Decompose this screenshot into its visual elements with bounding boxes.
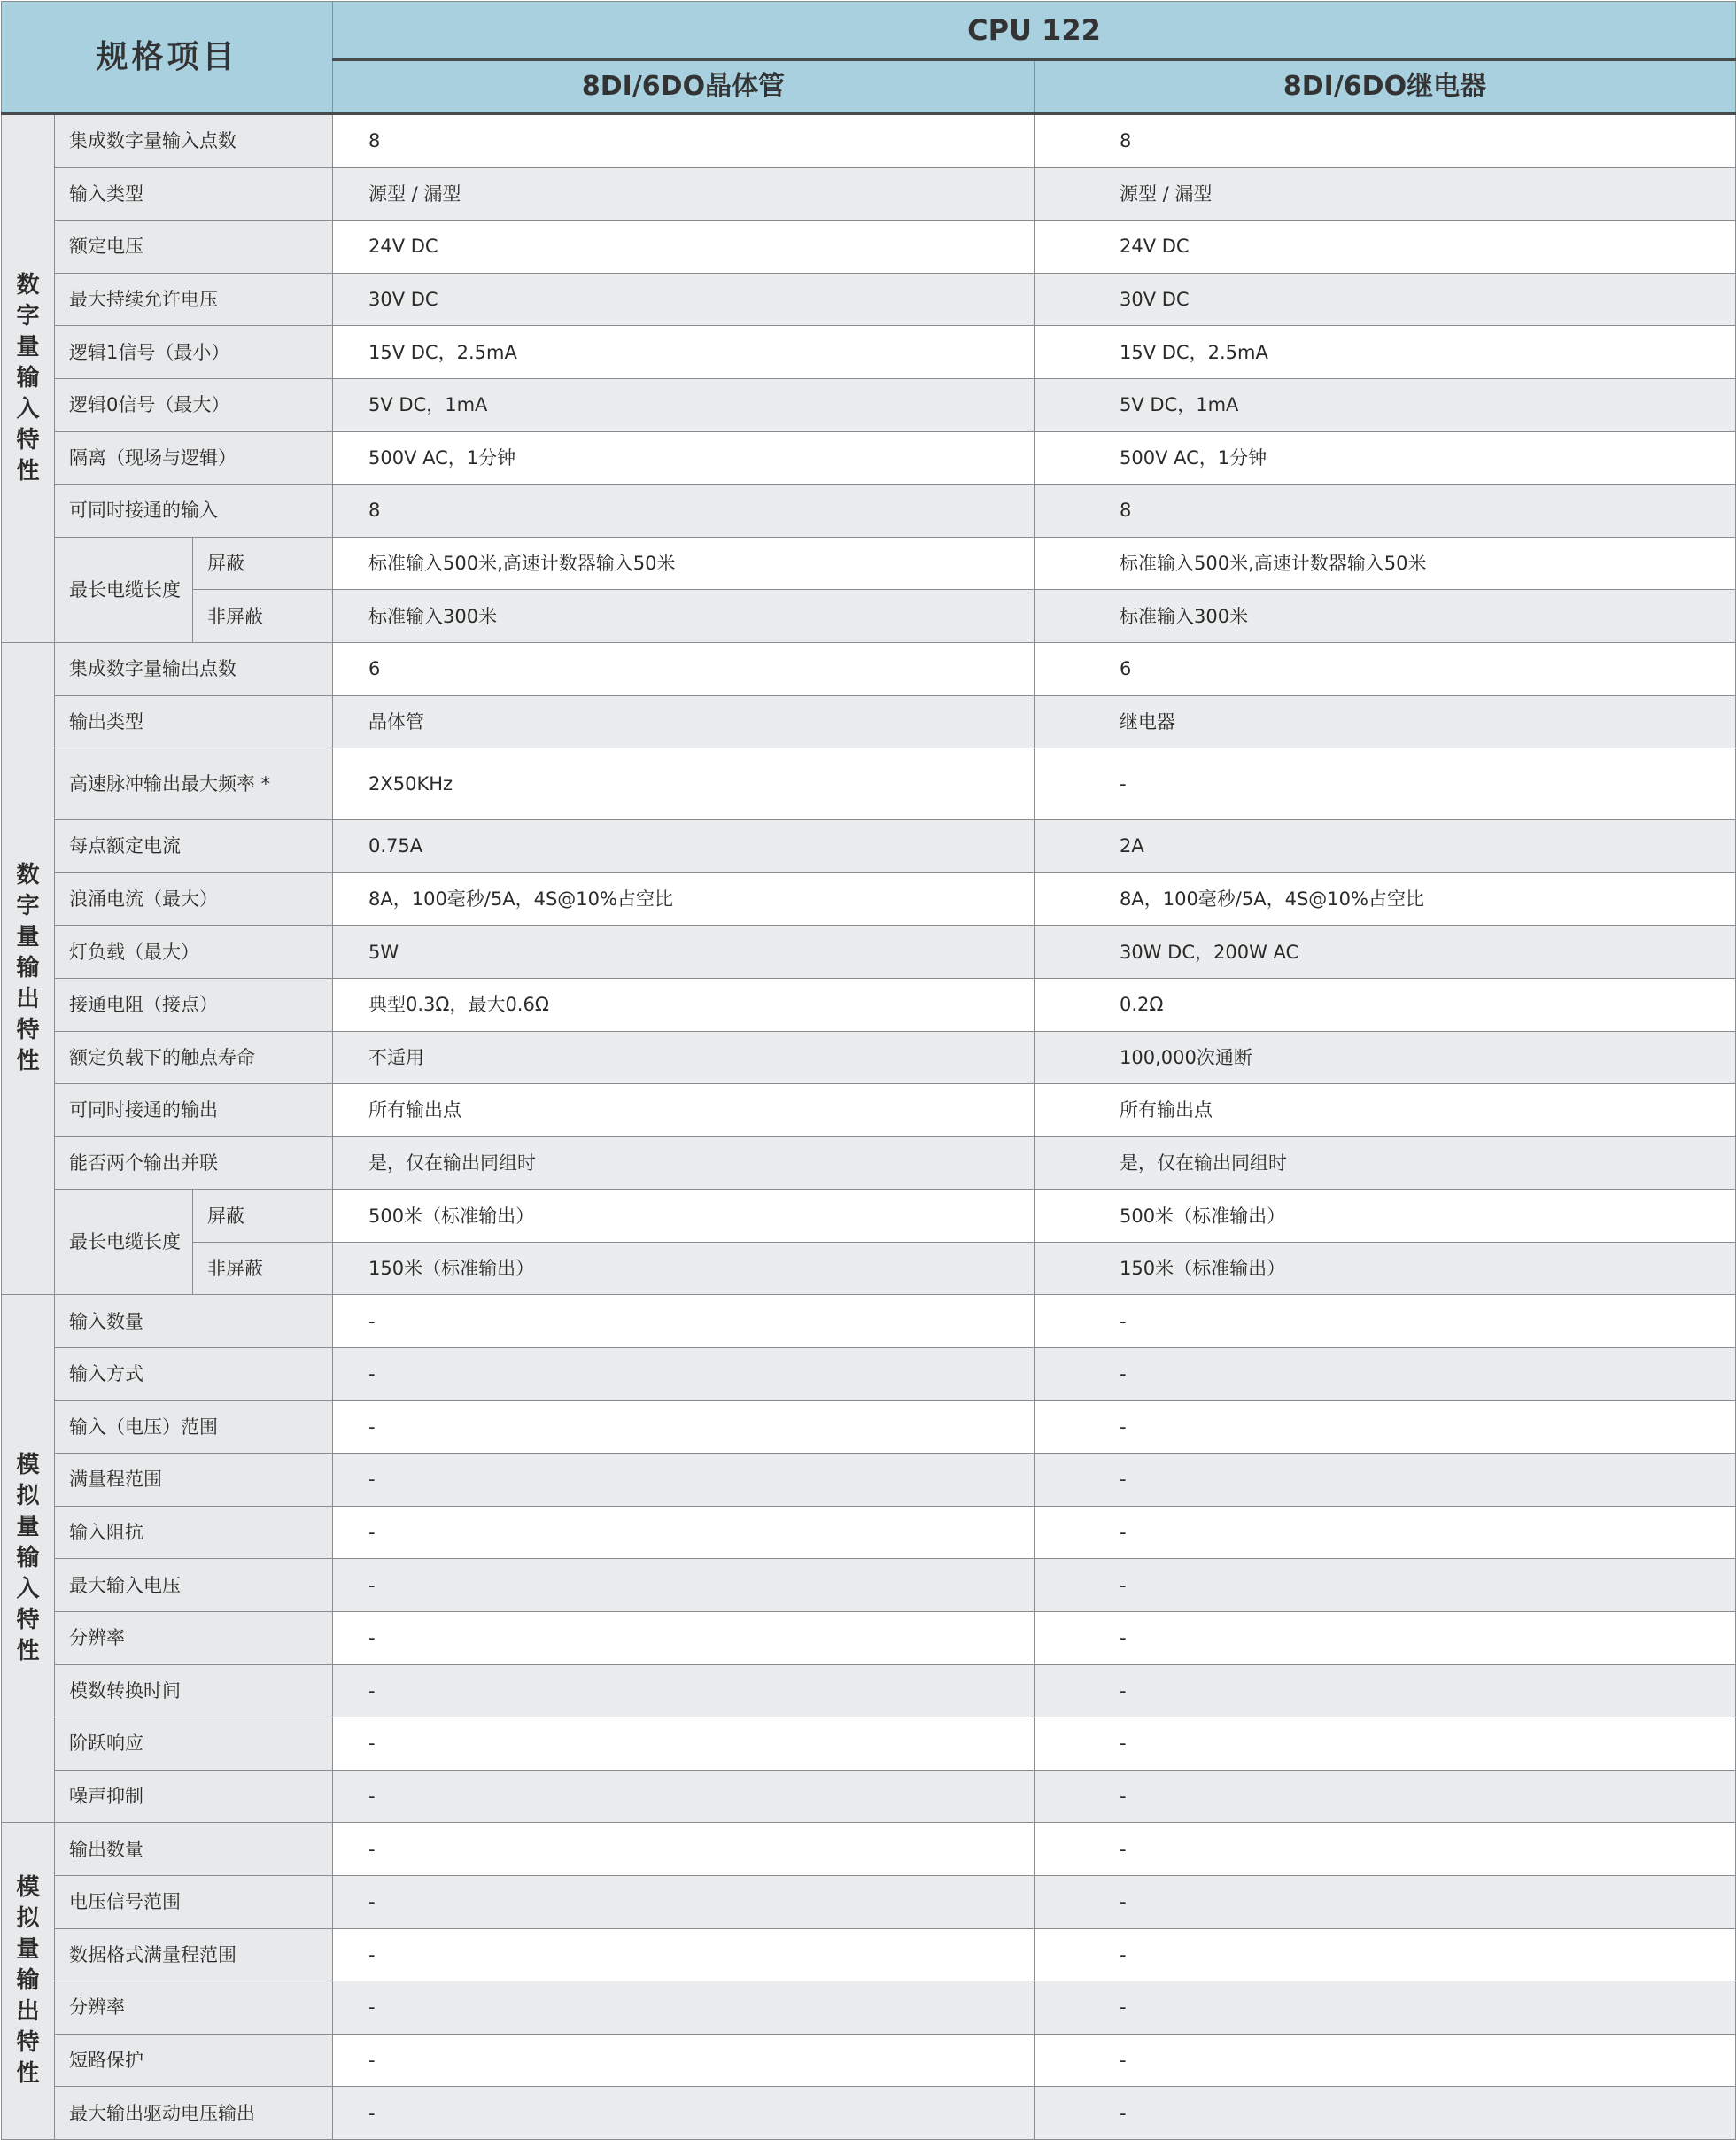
value-relay: 标准输入500米,高速计数器输入50米 <box>1035 537 1736 590</box>
table-row <box>2 1136 1736 1190</box>
value-transistor: 30V DC <box>333 273 1035 326</box>
section-label-text: 数字量输出特性 <box>16 862 40 1075</box>
value-relay: 5V DC，1mA <box>1035 378 1736 431</box>
value-transistor: 标准输入300米 <box>333 590 1035 643</box>
value-relay: - <box>1035 1400 1736 1454</box>
value-transistor: 是，仅在输出同组时 <box>333 1136 1035 1190</box>
value-transistor: - <box>333 2087 1035 2140</box>
value-relay: 8 <box>1035 114 1736 168</box>
spec-name: 能否两个输出并联 <box>55 1136 333 1190</box>
spec-name: 可同时接通的输出 <box>55 1084 333 1137</box>
spec-name: 模数转换时间 <box>55 1664 333 1717</box>
value-relay: 150米（标准输出） <box>1035 1242 1736 1295</box>
value-transistor: 典型0.3Ω，最大0.6Ω <box>333 978 1035 1031</box>
spec-name: 输入类型 <box>55 167 333 221</box>
table-row <box>2 1295 1736 1348</box>
table-row <box>2 695 1736 748</box>
table-row <box>2 1454 1736 1507</box>
spec-name: 分辨率 <box>55 1981 333 2035</box>
value-relay: - <box>1035 1664 1736 1717</box>
value-transistor: 标准输入500米,高速计数器输入50米 <box>333 537 1035 590</box>
header-variant-transistor: 8DI/6DO晶体管 <box>333 60 1035 114</box>
value-relay: 15V DC，2.5mA <box>1035 326 1736 379</box>
spec-subname: 非屏蔽 <box>193 1242 333 1295</box>
spec-name: 输入方式 <box>55 1348 333 1401</box>
spec-name: 灯负载（最大） <box>55 926 333 979</box>
value-relay: 继电器 <box>1035 695 1736 748</box>
value-transistor: - <box>333 1400 1035 1454</box>
value-relay: - <box>1035 1823 1736 1876</box>
section-label <box>2 1295 55 1823</box>
table-row <box>2 221 1736 274</box>
section-label-text: 模拟量输出特性 <box>16 1874 40 2088</box>
value-transistor: 源型 / 漏型 <box>333 167 1035 221</box>
value-transistor: 8 <box>333 485 1035 538</box>
table-row <box>2 1981 1736 2035</box>
spec-name: 数据格式满量程范围 <box>55 1928 333 1981</box>
spec-name: 输入阻抗 <box>55 1506 333 1559</box>
spec-name: 最大输入电压 <box>55 1559 333 1612</box>
value-transistor: - <box>333 1664 1035 1717</box>
value-transistor: - <box>333 1612 1035 1665</box>
spec-name: 电压信号范围 <box>55 1876 333 1929</box>
value-transistor: 8 <box>333 114 1035 168</box>
header-row-1 <box>2 2 1736 60</box>
value-transistor: - <box>333 1717 1035 1771</box>
value-relay: - <box>1035 1348 1736 1401</box>
spec-subname: 非屏蔽 <box>193 590 333 643</box>
value-relay: - <box>1035 2034 1736 2087</box>
value-transistor: 0.75A <box>333 820 1035 873</box>
spec-table-body <box>2 2 1736 2140</box>
spec-table <box>1 1 1736 2140</box>
spec-name: 接通电阻（接点） <box>55 978 333 1031</box>
value-transistor: 所有输出点 <box>333 1084 1035 1137</box>
table-row <box>2 114 1736 168</box>
table-row <box>2 1717 1736 1771</box>
value-relay: 30W DC，200W AC <box>1035 926 1736 979</box>
value-transistor: 2X50KHz <box>333 748 1035 820</box>
value-relay: 30V DC <box>1035 273 1736 326</box>
table-row <box>2 378 1736 431</box>
value-transistor: 500V AC，1分钟 <box>333 431 1035 485</box>
table-row <box>2 1031 1736 1084</box>
spec-name: 噪声抑制 <box>55 1770 333 1823</box>
section-label-text: 数字量输入特性 <box>16 271 40 485</box>
spec-name: 最大输出驱动电压输出 <box>55 2087 333 2140</box>
value-relay: - <box>1035 1981 1736 2035</box>
table-row <box>2 326 1736 379</box>
value-transistor: - <box>333 1454 1035 1507</box>
value-transistor: 晶体管 <box>333 695 1035 748</box>
value-transistor: - <box>333 2034 1035 2087</box>
value-transistor: - <box>333 1770 1035 1823</box>
table-row <box>2 1559 1736 1612</box>
value-relay: - <box>1035 1770 1736 1823</box>
header-corner: 规格项目 <box>2 2 333 114</box>
value-relay: 标准输入300米 <box>1035 590 1736 643</box>
section-label <box>2 114 55 643</box>
spec-name: 可同时接通的输入 <box>55 485 333 538</box>
value-transistor: - <box>333 1981 1035 2035</box>
spec-name: 额定负载下的触点寿命 <box>55 1031 333 1084</box>
table-row <box>2 1928 1736 1981</box>
value-relay: 源型 / 漏型 <box>1035 167 1736 221</box>
table-row <box>2 2087 1736 2140</box>
value-relay: - <box>1035 1612 1736 1665</box>
value-transistor: 8A，100毫秒/5A，4S@10%占空比 <box>333 872 1035 926</box>
value-relay: 6 <box>1035 642 1736 695</box>
value-relay: 所有输出点 <box>1035 1084 1736 1137</box>
table-row <box>2 485 1736 538</box>
value-relay: - <box>1035 1506 1736 1559</box>
spec-name: 满量程范围 <box>55 1454 333 1507</box>
spec-name: 最长电缆长度 <box>55 537 193 642</box>
value-relay: - <box>1035 1928 1736 1981</box>
value-transistor: 150米（标准输出） <box>333 1242 1035 1295</box>
spec-name: 输出类型 <box>55 695 333 748</box>
table-row <box>2 1190 1736 1243</box>
spec-name: 短路保护 <box>55 2034 333 2087</box>
value-relay: 500V AC，1分钟 <box>1035 431 1736 485</box>
value-relay: 0.2Ω <box>1035 978 1736 1031</box>
value-relay: 500米（标准输出） <box>1035 1190 1736 1243</box>
value-transistor: - <box>333 1348 1035 1401</box>
table-row <box>2 1770 1736 1823</box>
table-row <box>2 590 1736 643</box>
value-transistor: - <box>333 1559 1035 1612</box>
value-relay: - <box>1035 1717 1736 1771</box>
table-row <box>2 1242 1736 1295</box>
spec-name: 集成数字量输入点数 <box>55 114 333 168</box>
table-row <box>2 1084 1736 1137</box>
table-row <box>2 1348 1736 1401</box>
section-label <box>2 642 55 1295</box>
table-row <box>2 431 1736 485</box>
spec-name: 输入数量 <box>55 1295 333 1348</box>
spec-name: 逻辑1信号（最小） <box>55 326 333 379</box>
value-relay: 24V DC <box>1035 221 1736 274</box>
table-row <box>2 872 1736 926</box>
spec-name: 高速脉冲输出最大频率 * <box>55 748 333 820</box>
value-relay: - <box>1035 2087 1736 2140</box>
spec-name: 额定电压 <box>55 221 333 274</box>
value-relay: - <box>1035 1876 1736 1929</box>
value-transistor: 5V DC，1mA <box>333 378 1035 431</box>
value-relay: - <box>1035 748 1736 820</box>
table-row <box>2 1823 1736 1876</box>
value-relay: 100,000次通断 <box>1035 1031 1736 1084</box>
value-relay: 2A <box>1035 820 1736 873</box>
value-relay: - <box>1035 1454 1736 1507</box>
value-transistor: 5W <box>333 926 1035 979</box>
value-relay: 8A，100毫秒/5A，4S@10%占空比 <box>1035 872 1736 926</box>
table-row <box>2 1664 1736 1717</box>
table-row <box>2 537 1736 590</box>
spec-name: 浪涌电流（最大） <box>55 872 333 926</box>
value-transistor: 500米（标准输出） <box>333 1190 1035 1243</box>
spec-name: 逻辑0信号（最大） <box>55 378 333 431</box>
value-transistor: 24V DC <box>333 221 1035 274</box>
table-row <box>2 1876 1736 1929</box>
value-transistor: 6 <box>333 642 1035 695</box>
section-label-text: 模拟量输入特性 <box>16 1452 40 1665</box>
value-transistor: - <box>333 1823 1035 1876</box>
spec-name: 集成数字量输出点数 <box>55 642 333 695</box>
value-relay: - <box>1035 1559 1736 1612</box>
table-row <box>2 273 1736 326</box>
value-relay: - <box>1035 1295 1736 1348</box>
spec-name: 输入（电压）范围 <box>55 1400 333 1454</box>
table-row <box>2 1400 1736 1454</box>
table-row <box>2 2034 1736 2087</box>
spec-name: 阶跃响应 <box>55 1717 333 1771</box>
section-label <box>2 1823 55 2140</box>
table-row <box>2 748 1736 820</box>
header-model: CPU 122 <box>333 2 1736 60</box>
spec-name: 最长电缆长度 <box>55 1190 193 1295</box>
spec-name: 隔离（现场与逻辑） <box>55 431 333 485</box>
spec-name: 输出数量 <box>55 1823 333 1876</box>
table-row <box>2 167 1736 221</box>
value-relay: 是，仅在输出同组时 <box>1035 1136 1736 1190</box>
value-transistor: 15V DC，2.5mA <box>333 326 1035 379</box>
table-row <box>2 926 1736 979</box>
spec-name: 每点额定电流 <box>55 820 333 873</box>
spec-subname: 屏蔽 <box>193 537 333 590</box>
table-row <box>2 1612 1736 1665</box>
value-transistor: - <box>333 1295 1035 1348</box>
value-relay: 8 <box>1035 485 1736 538</box>
value-transistor: 不适用 <box>333 1031 1035 1084</box>
table-row <box>2 820 1736 873</box>
value-transistor: - <box>333 1876 1035 1929</box>
table-row <box>2 978 1736 1031</box>
table-row <box>2 642 1736 695</box>
spec-name: 分辨率 <box>55 1612 333 1665</box>
spec-name: 最大持续允许电压 <box>55 273 333 326</box>
value-transistor: - <box>333 1928 1035 1981</box>
table-row <box>2 1506 1736 1559</box>
value-transistor: - <box>333 1506 1035 1559</box>
spec-subname: 屏蔽 <box>193 1190 333 1243</box>
header-variant-relay: 8DI/6DO继电器 <box>1035 60 1736 114</box>
